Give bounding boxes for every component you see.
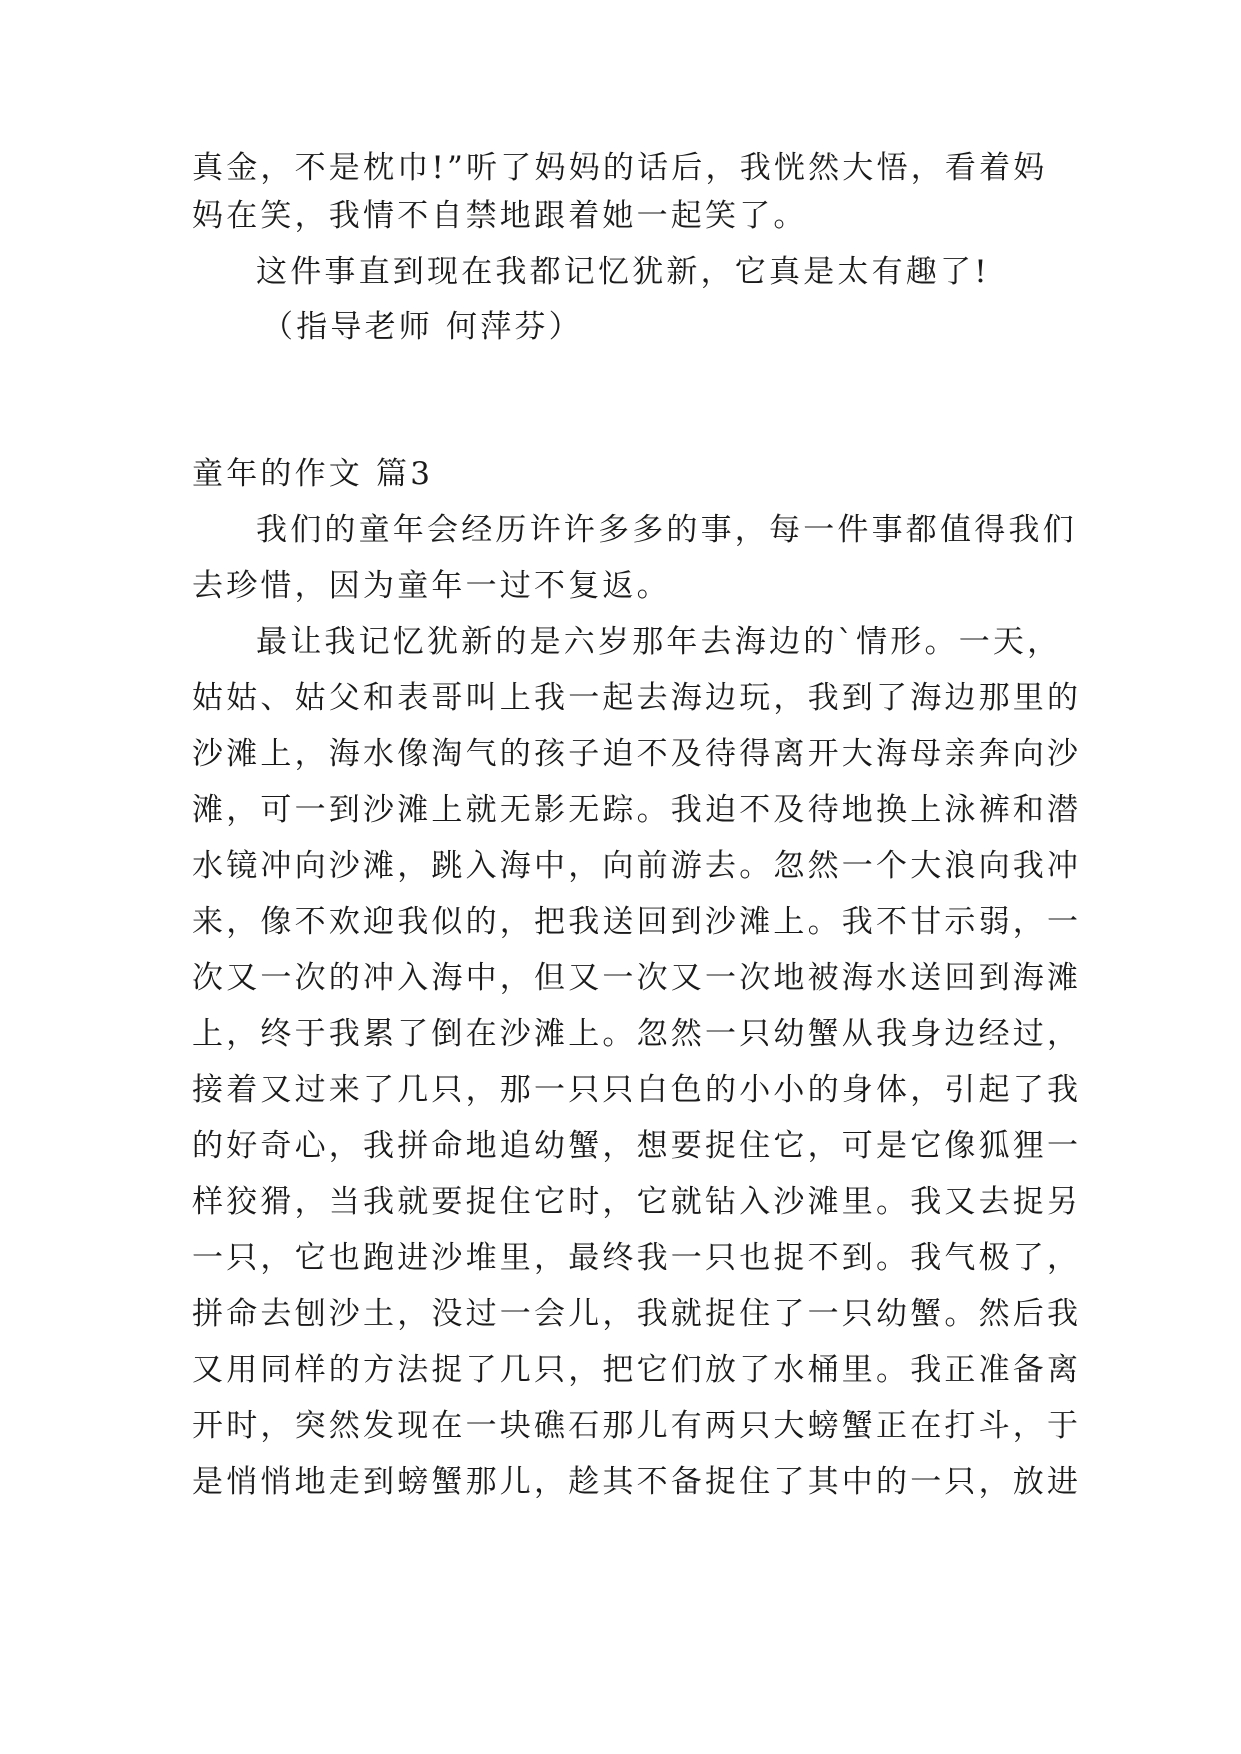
- text-line: 拼命去刨沙土，没过一会儿，我就捉住了一只幼蟹。然后我: [192, 1296, 1082, 1332]
- section-title: 童年的作文 篇3: [192, 456, 434, 492]
- text-line: 一只，它也跑进沙堆里，最终我一只也捉不到。我气极了，: [192, 1240, 1082, 1276]
- closing-paragraph: 这件事直到现在我都记忆犹新，它真是太有趣了!: [256, 254, 990, 290]
- text-line: 样狡猾，当我就要捉住它时，它就钻入沙滩里。我又去捉另: [192, 1184, 1082, 1220]
- text-line: 开时，突然发现在一块礁石那儿有两只大螃蟹正在打斗，于: [192, 1408, 1082, 1444]
- text-line: 次又一次的冲入海中，但又一次又一次地被海水送回到海滩: [192, 960, 1082, 996]
- text-line: 滩，可一到沙滩上就无影无踪。我迫不及待地换上泳裤和潜: [192, 792, 1082, 828]
- text-line: 我们的童年会经历许许多多的事，每一件事都值得我们: [256, 512, 1077, 548]
- text-line: 接着又过来了几只，那一只只白色的小小的身体，引起了我: [192, 1072, 1082, 1108]
- text-line: 真金，不是枕巾!”听了妈妈的话后，我恍然大悟，看着妈: [192, 150, 1048, 186]
- text-line: 来，像不欢迎我似的，把我送回到沙滩上。我不甘示弱，一: [192, 904, 1082, 940]
- text-line: 沙滩上，海水像淘气的孩子迫不及待得离开大海母亲奔向沙: [192, 736, 1082, 772]
- text-line: 的好奇心，我拼命地追幼蟹，想要捉住它，可是它像狐狸一: [192, 1128, 1082, 1164]
- text-line: 水镜冲向沙滩，跳入海中，向前游去。忽然一个大浪向我冲: [192, 848, 1082, 884]
- text-line: 上，终于我累了倒在沙滩上。忽然一只幼蟹从我身边经过，: [192, 1016, 1082, 1052]
- text-line: 姑姑、姑父和表哥叫上我一起去海边玩，我到了海边那里的: [192, 680, 1082, 716]
- teacher-note: （指导老师 何萍芬）: [262, 309, 583, 345]
- text-line: 去珍惜，因为童年一过不复返。: [192, 568, 671, 604]
- text-line: 是悄悄地走到螃蟹那儿，趁其不备捉住了其中的一只，放进: [192, 1464, 1082, 1500]
- text-line: 最让我记忆犹新的是六岁那年去海边的`情形。一天，: [256, 624, 1062, 660]
- text-line: 又用同样的方法捉了几只，把它们放了水桶里。我正准备离: [192, 1352, 1082, 1388]
- text-line: 妈在笑，我情不自禁地跟着她一起笑了。: [192, 198, 808, 234]
